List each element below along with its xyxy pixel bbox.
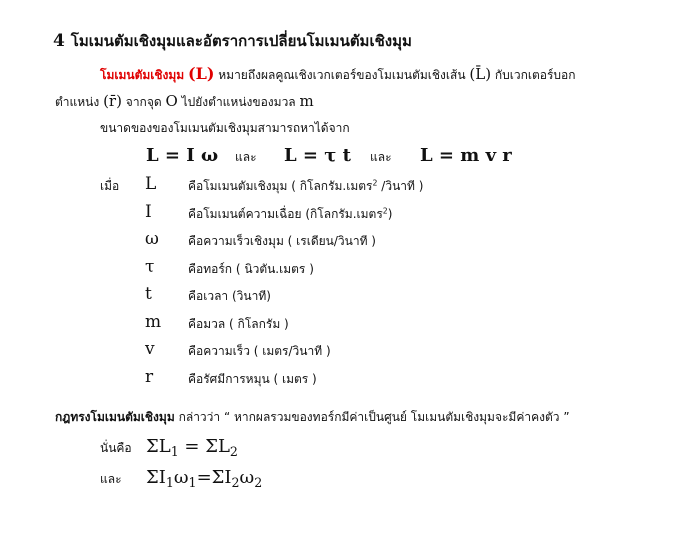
section-number: 4 bbox=[53, 31, 65, 51]
definition-symbol: I bbox=[145, 202, 152, 222]
intro-line2-a: ตำแหน่ง bbox=[55, 95, 100, 109]
definition-description bbox=[188, 318, 289, 330]
eq2-d: ω bbox=[239, 467, 255, 488]
definition-description bbox=[188, 290, 271, 302]
formula-1: L = I ω bbox=[146, 145, 219, 166]
formula-2: L = τ t bbox=[284, 145, 351, 166]
eq2-sub4: 2 bbox=[254, 474, 263, 490]
definition-symbol: r bbox=[145, 367, 154, 387]
definition-text: คือโมเมนต์ความเฉื่อย (กิโลกรัม.เมตร bbox=[188, 207, 383, 221]
intro-text-2: กับเวกเตอร์บอก bbox=[494, 68, 576, 82]
intro-line-3: ขนาดของของโมเมนตัมเชิงมุมสามารถหาได้จาก bbox=[100, 121, 350, 135]
definition-description bbox=[188, 235, 376, 247]
definition-text: คือโมเมนตัมเชิงมุม ( กิโลกรัม.เมตร bbox=[188, 179, 373, 193]
definition-text: คือรัศมีการหมุน ( เมตร ) bbox=[188, 372, 317, 386]
definition-description bbox=[188, 345, 331, 357]
definition-description bbox=[188, 263, 314, 275]
law-title: กฎทรงโมเมนตัมเชิงมุม bbox=[55, 410, 175, 424]
vector-p: (L̄) bbox=[469, 65, 492, 83]
term-symbol: (L) bbox=[188, 64, 215, 83]
definition-superscript: 2 bbox=[372, 178, 378, 188]
eq2-a: ΣI bbox=[146, 467, 166, 488]
definition-text: คือความเร็ว ( เมตร/วินาที ) bbox=[188, 344, 331, 358]
eq2-sub2: 1 bbox=[188, 474, 197, 490]
section-title: โมเมนตัมเชิงมุมและอัตราการเปลี่ยนโมเมนตัมเชิงมุม bbox=[70, 32, 412, 50]
eq2-sub1: 1 bbox=[165, 474, 174, 490]
equation-2 bbox=[146, 467, 263, 490]
intro-text-1: หมายถึงผลคูณเชิงเวกเตอร์ของโมเมนตัมเชิงเส้น bbox=[218, 68, 466, 82]
definition-description bbox=[188, 373, 317, 385]
eq2-sub3: 2 bbox=[231, 474, 240, 490]
eq1-mid: = ΣL bbox=[178, 436, 230, 457]
definition-description bbox=[188, 180, 423, 192]
eq2-c: =ΣI bbox=[196, 467, 232, 488]
definition-text: คือเวลา (วินาที) bbox=[188, 289, 271, 303]
definition-text-tail: /วินาที ) bbox=[377, 179, 424, 193]
intro-line2-b: จากจุด bbox=[125, 95, 162, 109]
definition-description bbox=[188, 208, 392, 220]
eq1-sub2: 2 bbox=[229, 443, 238, 459]
definition-text: คือมวล ( กิโลกรัม ) bbox=[188, 317, 289, 331]
definition-superscript: 2 bbox=[382, 206, 388, 216]
definition-symbol: m bbox=[145, 312, 162, 332]
thatis-label: นั่นคือ bbox=[100, 441, 132, 455]
eq2-b: ω bbox=[173, 467, 189, 488]
law-text: กล่าวว่า “ หากผลรวมของทอร์กมีค่าเป็นศูนย์ โมเมนตัมเชิงมุมจะมีค่าคงตัว ” bbox=[178, 410, 570, 424]
definition-symbol: L bbox=[145, 174, 157, 194]
definition-text: คือความเร็วเชิงมุม ( เรเดียน/วินาที ) bbox=[188, 234, 376, 248]
definition-symbol: v bbox=[145, 339, 155, 359]
formula-3: L = m v r bbox=[420, 145, 512, 166]
section-heading bbox=[53, 33, 412, 50]
law-line bbox=[55, 411, 570, 423]
formula-and-2: และ bbox=[370, 150, 392, 164]
equation-1 bbox=[146, 436, 238, 459]
vector-r: (r̄) bbox=[103, 92, 122, 110]
and-label: และ bbox=[100, 472, 122, 486]
eq1-sub1: 1 bbox=[170, 443, 179, 459]
intro-line2-c: ไปยังตำแหน่งของมวล bbox=[181, 95, 296, 109]
where-label: เมื่อ bbox=[100, 179, 120, 193]
definition-text-tail: ) bbox=[387, 207, 393, 221]
definition-text: คือทอร์ก ( นิวตัน.เมตร ) bbox=[188, 262, 314, 276]
intro-line-2 bbox=[55, 94, 314, 109]
definition-symbol: t bbox=[145, 284, 152, 304]
formula-and-1: และ bbox=[235, 150, 257, 164]
term-angular-momentum: โมเมนตัมเชิงมุม bbox=[100, 68, 185, 82]
definition-symbol: τ bbox=[145, 257, 155, 277]
intro-line-1 bbox=[100, 66, 576, 82]
point-o: O bbox=[165, 92, 178, 110]
definition-symbol: ω bbox=[145, 229, 159, 249]
eq1-left: ΣL bbox=[146, 436, 171, 457]
mass-m: m bbox=[299, 92, 314, 110]
